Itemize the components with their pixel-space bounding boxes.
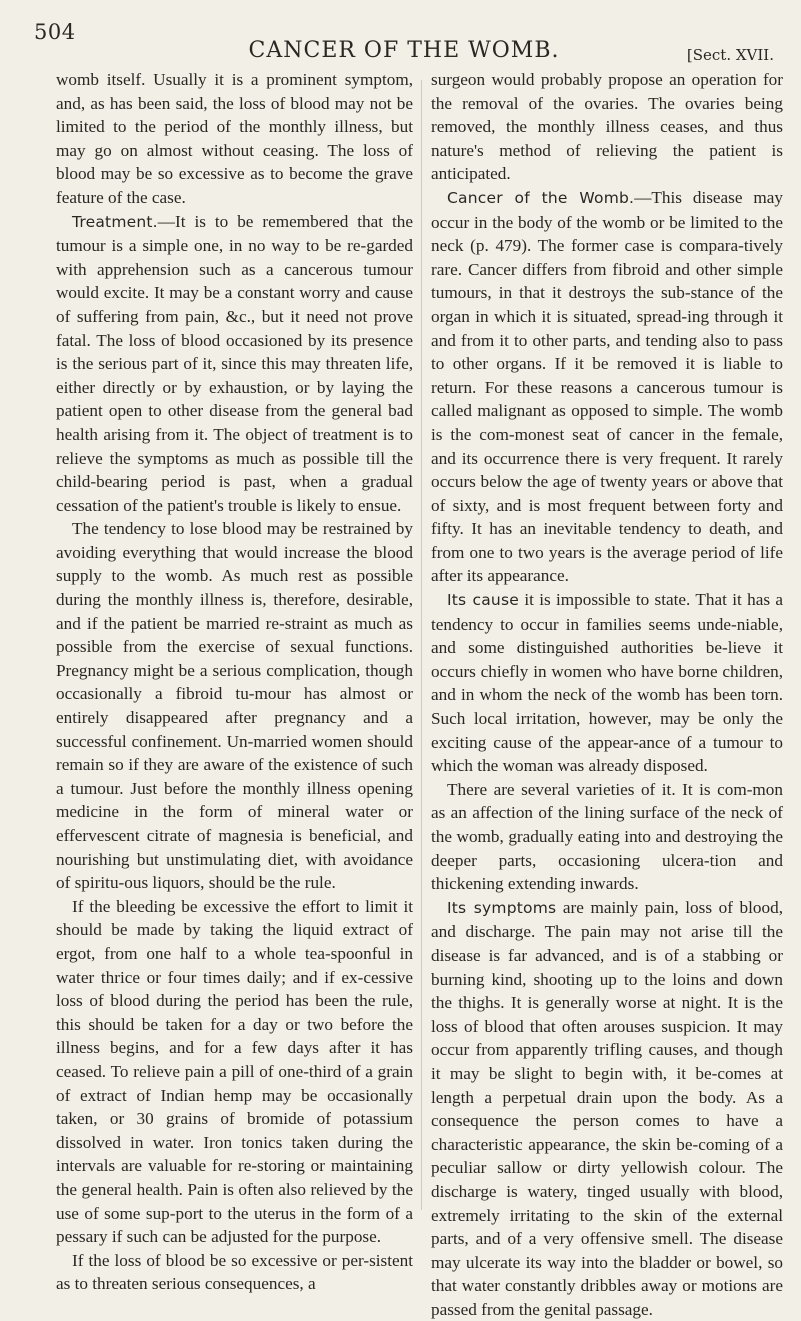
- paragraph: [56, 517, 413, 895]
- column-divider: [421, 80, 422, 1210]
- paragraph: [56, 210, 413, 518]
- paragraph-heading: Its cause: [447, 591, 519, 610]
- paragraph-text: If the loss of blood be so excessive or per-sistent as to threaten serious consequences, a: [56, 1250, 413, 1294]
- running-title: CANCER OF THE WOMB.: [248, 38, 560, 63]
- paragraph: [56, 68, 413, 210]
- paragraph: [56, 1249, 413, 1296]
- paragraph-text: are mainly pain, loss of blood, and discharge. The pain may not arise till the disease is far advanced, and is of a stabbing or burning kind, shooting up to the loins and down the thighs. It is generally worse at night. It is the loss of blood that often arouses suspicion. It may occur from apparently trifling causes, and though it may be slight to begin with, it be-comes at length a perpetual drain upon the body. As a consequence the person comes to have a characteristic appearance, the skin be-coming of a peculiar sallow or dirty yellowish colour. The discharge is watery, tinged usually with blood, extremely irritating to the skin of the external parts, and of a very offensive smell. The disease may ulcerate its way into the bladder or bowel, so that water constantly dribbles away or motions are passed from the genital passage.: [431, 897, 783, 1319]
- paragraph: [431, 186, 783, 588]
- left-column: [56, 68, 413, 1296]
- paragraph: [56, 895, 413, 1249]
- paragraph-text: —This disease may occur in the body of the womb or be limited to the neck (p. 479). The former case is compara-tively rare. Cancer differs from fibroid and other simple tumours, in that it destroys the sub-stance of the organ in which it is situated, spread-ing through it and from it to other parts, and tending also to pass to other organs. If it be removed it is liable to return. For these reasons a cancerous tumour is called malignant as opposed to simple. The womb is the com-monest seat of cancer in the female, and its occurrence there is very frequent. It rarely occurs below the age of twenty years or above that of sixty, and is most frequent between forty and fifty. It has an inevitable tendency to death, and from one to two years is the average period of life after its appearance.: [431, 187, 783, 586]
- paragraph-text: womb itself. Usually it is a prominent symptom, and, as has been said, the loss of blood may not be limited to the period of the monthly illness, but may go on almost without ceasing. The loss of blood may be so excessive as to become the grave feature of the case.: [56, 70, 413, 207]
- paragraph: [431, 896, 783, 1321]
- paragraph: [431, 588, 783, 778]
- paragraph-text: There are several varieties of it. It is com-mon as an affection of the lining surface of the neck of the womb, gradually eating into and destroying the deeper parts, occasioning ulcera-tion and thickening extending inwards.: [431, 779, 783, 894]
- paragraph-text: it is impossible to state. That it has a tendency to occur in families seems unde-niable, and some distinguished authorities be-lieve it occurs chiefly in women who have borne children, and in whom the neck of the womb has been torn. Such local irritation, however, may be only the exciting cause of the appear-ance of a tumour to which the woman was already disposed.: [431, 590, 783, 776]
- paragraph-text: surgeon would probably propose an operation for the removal of the ovaries. The ovaries being removed, the monthly illness ceases, and thus nature's method of relieving the patient is anticipated.: [431, 70, 783, 184]
- section-label: [Sect. XVII.: [686, 46, 774, 64]
- paragraph: [431, 68, 783, 186]
- page-number: 504: [34, 20, 76, 44]
- page-header: [34, 20, 774, 64]
- right-column: [431, 68, 783, 1321]
- paragraph-text: The tendency to lose blood may be restrained by avoiding everything that would increase the blood supply to the womb. As much rest as possible during the monthly illness is, therefore, desirable, and if the patient be married re-straint as much as possible from the exercise of sexual functions. Pregnancy might be a serious complication, though occasionally a fibroid tu-mour has almost or entirely disappeared after pregnancy and a successful confinement. Un-married women should remain so if they are aware of the existence of such a tumour. Just before the monthly illness opening medicine in the form of mineral water or effervescent citrate of magnesia is beneficial, and nourishing but unstimulating diet, with avoidance of spiritu-ous liquors, should be the rule.: [56, 519, 413, 893]
- paragraph-text: —It is to be remembered that the tumour is a simple one, in no way to be re-garded with apprehension such as a cancerous tumour would excite. It may be a constant worry and cause of suffering from pain, &c., but it need not prove fatal. The loss of blood occasioned by its presence is the serious part of it, since this may threaten life, either directly or by exhaustion, or by laying the patient open to other disease from the general bad health arising from it. The object of treatment is to relieve the symptoms as much as possible till the child-bearing period is past, when a gradual cessation of the patient's trouble is likely to ensue.: [56, 211, 413, 515]
- paragraph-heading: Its symptoms: [447, 898, 557, 917]
- paragraph-heading: Treatment.: [72, 212, 158, 231]
- paragraph-heading: Cancer of the Womb.: [447, 188, 635, 207]
- paragraph: [431, 778, 783, 896]
- paragraph-text: If the bleeding be excessive the effort to limit it should be made by taking the liquid extract of ergot, from one half to a whole tea-spoonful in water thrice or four times daily; and if ex-cessive loss of blood during the period has been the rule, this should be taken for a day or two before the illness begins, and for a few days after it has ceased. To relieve pain a pill of one-third of a grain of extract of Indian hemp may be occasionally taken, or 30 grains of bromide of potassium dissolved in water. Iron tonics taken during the intervals are valuable for re-storing or maintaining the general health. Pain is often also relieved by the use of some sup-port to the uterus in the form of a pessary if such can be adjusted for the purpose.: [56, 896, 413, 1247]
